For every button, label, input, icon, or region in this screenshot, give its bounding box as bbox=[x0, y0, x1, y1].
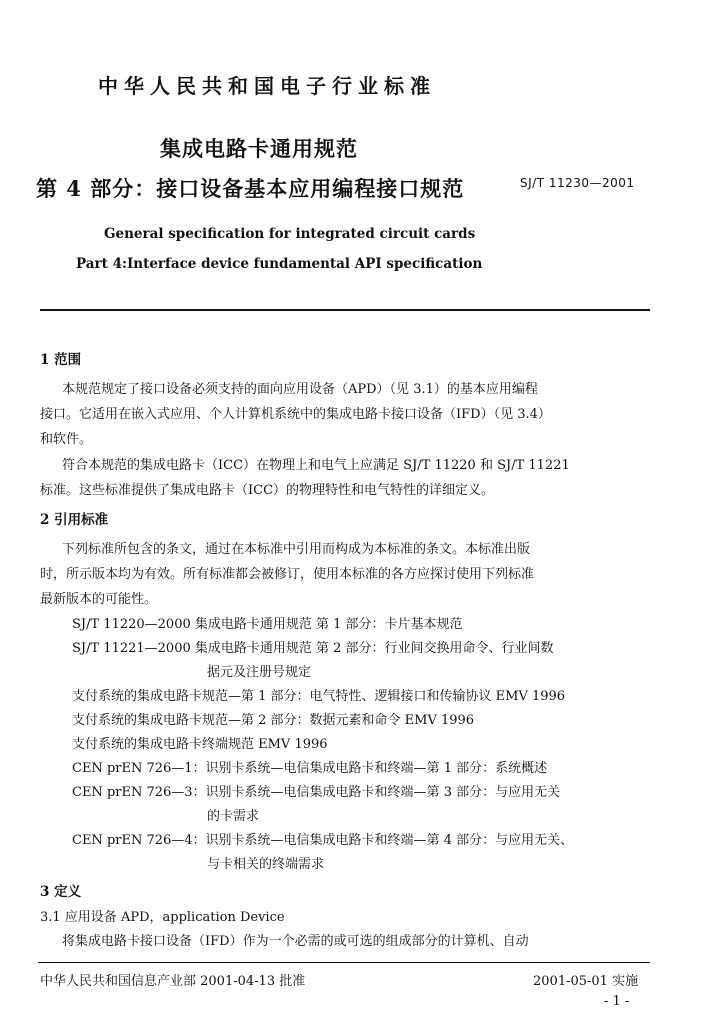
paragraph-line: 标准。这些标准提供了集成电路卡（ICC）的物理特性和电气特性的详细定义。 bbox=[40, 483, 495, 498]
paragraph-line: 下列标准所包含的条文，通过在本标准中引用而构成为本标准的条文。本标准出版 bbox=[62, 542, 531, 557]
subsection-3-1-heading: 3.1 应用设备 APD，application Device bbox=[40, 910, 285, 925]
document-title: 集成电路卡通用规范 bbox=[160, 136, 358, 161]
paragraph-line: 最新版本的可能性。 bbox=[40, 592, 158, 607]
standard-org-header: 中华人民共和国电子行业标准 bbox=[98, 74, 436, 98]
reference-item-cont: 的卡需求 bbox=[207, 809, 260, 824]
paragraph-line: 接口。它适用在嵌入式应用、个人计算机系统中的集成电路卡接口设备（IFD）（见 3.4） bbox=[40, 407, 551, 422]
reference-item-cont: 据元及注册号规定 bbox=[207, 665, 312, 680]
paragraph-line: 时，所示版本均为有效。所有标准都会被修订，使用本标准的各方应探讨使用下列标准 bbox=[40, 567, 535, 582]
reference-item: CEN prEN 726—4：识别卡系统—电信集成电路卡和终端—第 4 部分：与应用无关、 bbox=[72, 833, 574, 848]
document-subtitle: 第 4 部分：接口设备基本应用编程接口规范 bbox=[36, 176, 465, 201]
reference-item-cont: 与卡相关的终端需求 bbox=[207, 857, 325, 872]
implementation-date: 2001-05-01 实施 bbox=[533, 974, 639, 989]
paragraph-line: 和软件。 bbox=[40, 432, 93, 447]
paragraph-line: 符合本规范的集成电路卡（ICC）在物理上和电气上应满足 SJ/T 11220 和 SJ/T 11221 bbox=[62, 458, 570, 473]
english-subtitle: Part 4:Interface device fundamental API specification bbox=[76, 256, 483, 272]
section-3-heading: 3 定义 bbox=[40, 884, 82, 900]
english-title: General specification for integrated circuit cards bbox=[104, 226, 476, 242]
standard-code: SJ/T 11230—2001 bbox=[520, 176, 635, 190]
reference-item: CEN prEN 726—3：识别卡系统—电信集成电路卡和终端—第 3 部分：与应用无关 bbox=[72, 785, 561, 800]
section-2-heading: 2 引用标准 bbox=[40, 512, 109, 528]
section-1-heading: 1 范围 bbox=[40, 352, 82, 368]
paragraph-line: 本规范规定了接口设备必须支持的面向应用设备（APD）（见 3.1）的基本应用编程 bbox=[62, 382, 538, 397]
footer-divider bbox=[38, 962, 650, 963]
page-number: - 1 - bbox=[604, 994, 630, 1009]
reference-item: CEN prEN 726—1：识别卡系统—电信集成电路卡和终端—第 1 部分：系统概述 bbox=[72, 761, 548, 776]
reference-item: 支付系统的集成电路卡规范—第 2 部分：数据元素和命令 EMV 1996 bbox=[72, 713, 475, 728]
reference-item: 支付系统的集成电路卡规范—第 1 部分：电气特性、逻辑接口和传输协议 EMV 1996 bbox=[72, 689, 566, 704]
paragraph-line: 将集成电路卡接口设备（IFD）作为一个必需的或可选的组成部分的计算机、自动 bbox=[62, 934, 529, 949]
title-divider bbox=[40, 309, 650, 311]
approval-note: 中华人民共和国信息产业部 2001-04-13 批准 bbox=[40, 974, 306, 989]
reference-item: 支付系统的集成电路卡终端规范 EMV 1996 bbox=[72, 737, 328, 752]
reference-item: SJ/T 11221—2000 集成电路卡通用规范 第 2 部分：行业间交换用命令、行业间数 bbox=[72, 641, 554, 656]
reference-item: SJ/T 11220—2000 集成电路卡通用规范 第 1 部分：卡片基本规范 bbox=[72, 617, 463, 632]
